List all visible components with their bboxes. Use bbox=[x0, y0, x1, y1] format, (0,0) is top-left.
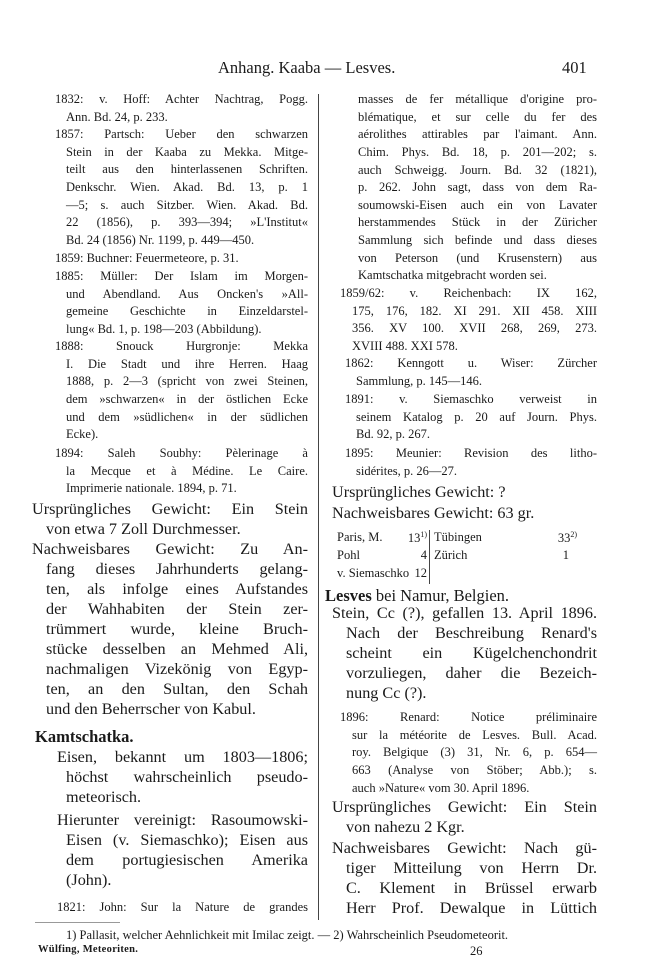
left-text-line: 1857: Partsch: Ueber den schwarzen bbox=[55, 127, 308, 142]
left-text-line: I. Die Stadt und ihre Herren. Haag bbox=[66, 356, 308, 371]
left-text-line: von etwa 7 Zoll Durchmesser. bbox=[46, 519, 241, 538]
table-name: v. Siemaschko bbox=[337, 566, 410, 580]
right-text-line: herstammendes Stück in der Züricher bbox=[358, 215, 597, 230]
right-text-line: blématique, et sur celle du fer des bbox=[358, 109, 597, 124]
left-text-line: 1821: John: Sur la Nature de grandes bbox=[57, 900, 308, 915]
left-text-line: Stein in der Kaaba zu Mekka. Mitge- bbox=[66, 144, 308, 159]
left-text-line: Hierunter vereinigt: Rasoumowski- bbox=[57, 811, 308, 830]
left-text-line: fang dieses Jahrhunderts gelang- bbox=[46, 560, 308, 579]
table-name: Tübingen bbox=[434, 530, 482, 544]
right-text-line: seinem Katalog p. 20 auf Journ. Phys. bbox=[356, 409, 597, 424]
left-text-line: und dem »südlichen« in der südlichen bbox=[66, 409, 308, 424]
table-value: 33$^{2)}$ bbox=[557, 530, 577, 546]
section-heading-lesves bbox=[325, 586, 509, 606]
right-text-line: 1859/62: v. Reichenbach: IX 162, bbox=[340, 286, 597, 301]
table-name: Paris, M. bbox=[337, 530, 383, 544]
right-text-line: 1862: Kenngott u. Wiser: Zürcher bbox=[345, 356, 597, 371]
page-number: 401 bbox=[562, 58, 587, 77]
table-value: 13$^{1)}$ bbox=[407, 530, 427, 546]
right-text-line: p. 262. John sagt, dass von dem Ra- bbox=[358, 180, 597, 195]
left-text-line: 22 (1856), p. 393—394; »L'Institut« bbox=[66, 215, 308, 230]
right-text-line: von Peterson (und Krusenstern) aus bbox=[358, 250, 597, 265]
left-text-line: lung« Bd. 1, p. 198—203 (Abbildung). bbox=[66, 322, 262, 337]
table-value: 12 bbox=[414, 566, 427, 580]
left-text-line: stücke desselben an Mehmed Ali, bbox=[46, 640, 308, 659]
weight-table bbox=[337, 530, 577, 586]
right-text-line: Nach der Beschreibung Renard's bbox=[346, 624, 597, 643]
left-text-line: Ursprüngliches Gewicht: Ein Stein bbox=[32, 500, 308, 519]
right-text-line: 1896: Renard: Notice préliminaire bbox=[340, 710, 597, 725]
right-text-line: 1895: Meunier: Revision des litho- bbox=[345, 446, 597, 461]
right-text-line: von nahezu 2 Kgr. bbox=[346, 818, 465, 837]
right-text-line: 663 (Analyse von Stöber; Abb.); s. bbox=[352, 763, 597, 778]
left-text-line: 1859: Buchner: Feuermeteore, p. 31. bbox=[55, 251, 239, 266]
left-text-line: ten, an den Sultan, den Schah bbox=[46, 680, 308, 699]
footnote: 1) Pallasit, welcher Aehnlichkeit mit Imilac zeigt. — 2) Wahrscheinlich Pseudometeorit. bbox=[66, 928, 509, 942]
right-text-line: 175, 176, 182. XI 291. XII 458. XIII bbox=[352, 303, 597, 318]
left-text-line: la Mecque et à Médine. Le Caire. bbox=[66, 463, 308, 478]
table-name: Pohl bbox=[337, 548, 360, 562]
left-text-line: teilt aus den hinterlassenen Schriften. bbox=[66, 162, 308, 177]
right-text-line: C. Klement in Brüssel erwarb bbox=[346, 879, 597, 898]
right-text-line: Bd. 92, p. 267. bbox=[356, 427, 430, 442]
right-text-line: Nachweisbares Gewicht: 63 gr. bbox=[332, 504, 535, 523]
right-text-line: soumowski-Eisen auch ein von Lavater bbox=[358, 197, 597, 212]
left-text-line: ten, als infolge eines Aufstandes bbox=[46, 580, 308, 599]
left-text-line: 1888, p. 2—3 (spricht von zwei Steinen, bbox=[66, 374, 308, 389]
right-text-line: Sammlung sich befinde und dass dieses bbox=[358, 233, 597, 248]
right-text-line: Sammlung, p. 145—146. bbox=[356, 373, 483, 388]
left-text-line: Bd. 24 (1856) Nr. 1199, p. 449—450. bbox=[66, 232, 255, 247]
footnote-rule bbox=[35, 922, 120, 923]
left-text-line: 1888: Snouck Hurgronje: Mekka bbox=[55, 339, 308, 354]
right-text-line: 356. XV 100. XVII 268, 269, 273. bbox=[352, 321, 597, 336]
right-text-line: Kamtschatka mitgebracht worden sei. bbox=[358, 268, 547, 283]
right-text-line: Herr Prof. Dewalque in Lüttich bbox=[346, 899, 597, 918]
right-text-line: Nachweisbares Gewicht: Nach gü- bbox=[332, 839, 597, 858]
table-name: Zürich bbox=[434, 548, 468, 562]
left-text-line: Ann. Bd. 24, p. 233. bbox=[66, 109, 168, 124]
table-value: 4 bbox=[420, 548, 427, 562]
left-text-line: —5; s. auch Sitzber. Wien. Akad. Bd. bbox=[66, 197, 308, 212]
left-text-line: Eisen (v. Siemaschko); Eisen aus bbox=[66, 831, 308, 850]
left-text-line: dem portugiesischen Amerika bbox=[66, 851, 308, 870]
right-text-line: vorzuliegen, daher die Bezeich- bbox=[346, 664, 597, 683]
left-text-line: und Abendland. Aus Oncken's »All- bbox=[66, 286, 308, 301]
right-text-line: auch »Nature« vom 30. April 1896. bbox=[352, 780, 530, 795]
left-text-line: dem »schwarzen« in der östlichen Ecke bbox=[66, 392, 308, 407]
heading-lesves: Lesves bbox=[325, 586, 372, 605]
left-text-line: Denkschr. Wien. Akad. Bd. 13, p. 1 bbox=[66, 180, 308, 195]
running-header: Anhang. Kaaba — Lesves. bbox=[218, 58, 396, 77]
left-text-line: meteorisch. bbox=[66, 788, 142, 807]
left-text-line: der Wahhabiten der Stein zer- bbox=[46, 600, 308, 619]
right-text-line: scheint ein Kügelchenchondrit bbox=[346, 644, 597, 663]
right-text-line: Chim. Phys. Bd. 18, p. 201—202; s. bbox=[358, 145, 597, 160]
signature-mark: 26 bbox=[470, 944, 483, 958]
left-text-line: Ecke). bbox=[66, 427, 99, 442]
left-text-line: Nachweisbares Gewicht: Zu An- bbox=[32, 540, 308, 559]
right-text-line: Ursprüngliches Gewicht: ? bbox=[332, 483, 506, 502]
right-text-line: Stein, Cc (?), gefallen 13. April 1896. bbox=[332, 604, 597, 623]
right-text-line: XVIII 488. XXI 578. bbox=[352, 339, 458, 354]
signature-line: Wülfing, Meteoriten. bbox=[38, 944, 139, 955]
right-text-line: 1891: v. Siemaschko verweist in bbox=[345, 392, 597, 407]
left-text-line: Eisen, bekannt um 1803—1806; bbox=[57, 748, 308, 767]
table-divider bbox=[429, 530, 430, 584]
right-text-line: nung Cc (?). bbox=[346, 684, 427, 703]
column-divider bbox=[318, 94, 319, 920]
right-text-line: roy. Belgique (3) 31, Nr. 6, p. 654— bbox=[352, 745, 597, 760]
right-text-line: aérolithes attirables par l'aimant. Ann. bbox=[358, 127, 597, 142]
left-text-line: 1832: v. Hoff: Achter Nachtrag, Pogg. bbox=[55, 92, 308, 107]
table-value: 1 bbox=[562, 548, 569, 562]
heading-lesves-location: bei Namur, Belgien. bbox=[371, 586, 510, 605]
right-text-line: Ursprüngliches Gewicht: Ein Stein bbox=[332, 798, 597, 817]
right-text-line: sidérites, p. 26—27. bbox=[356, 463, 458, 478]
right-text-line: tiger Mitteilung von Herrn Dr. bbox=[346, 859, 597, 878]
left-text-line: nachmaligen Vizekönig von Egyp- bbox=[46, 660, 308, 679]
left-text-line: höchst wahrscheinlich pseudo- bbox=[66, 768, 308, 787]
left-text-line: und den Beherrscher von Kabul. bbox=[46, 700, 256, 719]
right-text-line: auch Schweigg. Journ. Bd. 32 (1821), bbox=[358, 162, 597, 177]
left-text-line: (John). bbox=[66, 871, 112, 890]
left-text-line: Imprimerie nationale. 1894, p. 71. bbox=[66, 481, 237, 496]
left-text-line: 1894: Saleh Soubhy: Pèlerinage à bbox=[55, 446, 308, 461]
right-text-line: masses de fer métallique d'origine pro- bbox=[358, 92, 597, 107]
section-heading-kamtschatka: Kamtschatka. bbox=[35, 727, 134, 746]
left-text-line: 1885: Müller: Der Islam im Morgen- bbox=[55, 269, 308, 284]
right-text-line: sur la météorite de Lesves. Bull. Acad. bbox=[352, 727, 597, 742]
left-text-line: trümmert wurde, kleine Bruch- bbox=[46, 620, 308, 639]
left-text-line: gemeine Geschichte in Einzeldarstel- bbox=[66, 304, 308, 319]
